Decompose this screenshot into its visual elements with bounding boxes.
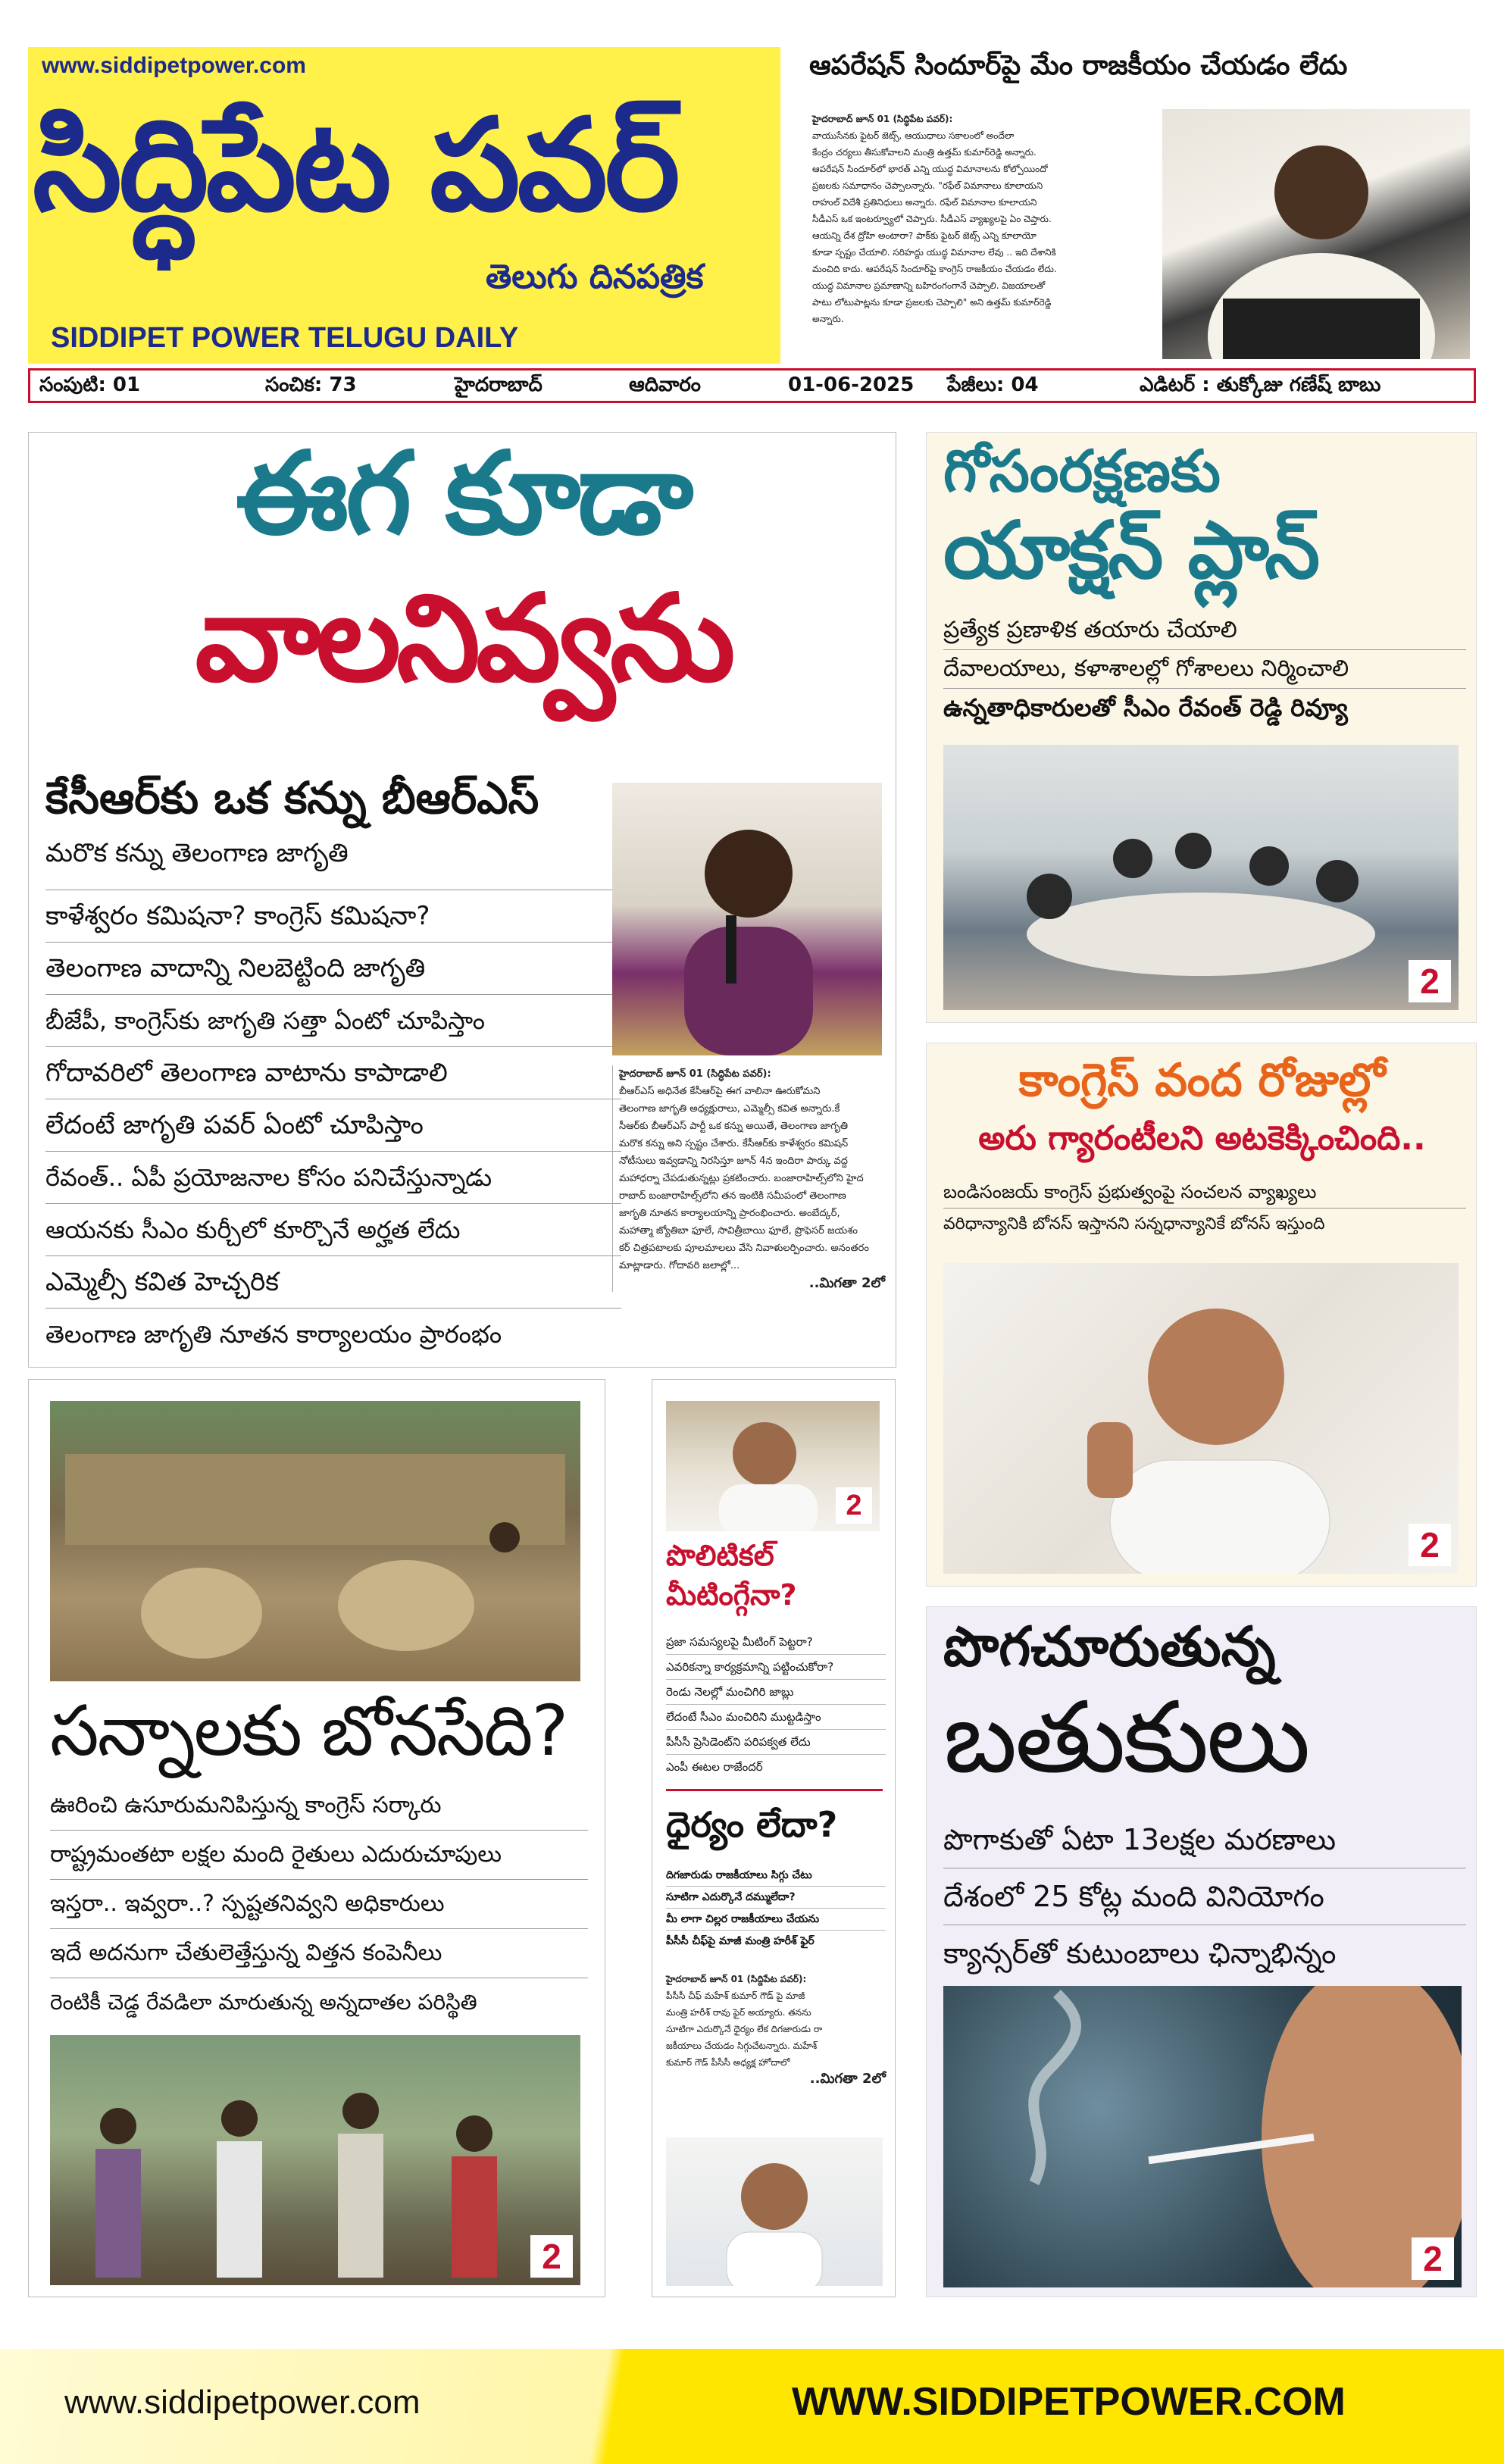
courage-headline: ధైర్యం లేదా? (666, 1804, 838, 1845)
tobacco-headline-line1: పొగచూరుతున్న (943, 1615, 1276, 1678)
lead-body-line: బీఆర్ఎస్ అధినేత కేసీఆర్‌పై ఈగ వాలినా ఊరుకోమని (619, 1086, 821, 1097)
courage-article (666, 1971, 886, 2087)
smoker-illustration (943, 1986, 1462, 2287)
top-story-line: ఆయన్ని దేశ ద్రోహి అంటారా? పాక్‌కు ఫైటర్ జెట్స్ ఎన్ని కూలాయో (812, 230, 1037, 241)
column-divider (666, 1789, 883, 1791)
lead-story (28, 428, 896, 1368)
congress-headline-line1: కాంగ్రెస్ వంద రోజుల్లో (1018, 1054, 1386, 1107)
bonus-photo-top (50, 1401, 580, 1681)
bonus-points (50, 1781, 588, 2027)
top-story-headline: ఆపరేషన్ సిందూర్‌పై మేం రాజకీయం చేయడం లేదు (809, 50, 1348, 81)
cow-page-ref[interactable]: 2 (1409, 960, 1451, 1002)
footer-url-right[interactable]: WWW.SIDDIPETPOWER.COM (792, 2380, 1346, 2424)
tobacco-points (943, 1812, 1466, 1981)
info-volume: సంపుటి: 01 (39, 374, 141, 396)
lead-article (612, 1065, 885, 1292)
lead-dateline: హైదరాబాద్ జూన్ 01 (సిద్ధిపేట పవర్): (619, 1068, 771, 1080)
speaker-silhouette (612, 783, 882, 1055)
top-story-line: ఆపరేషన్ సిందూర్‌లో భారత్ ఎన్ని యుద్ధ విమానాలను కోల్పోయిందో (812, 164, 1048, 174)
courage-body-line: కుమార్ గౌడ్ పీసీసీ అధ్యక్ష హోదాలో (666, 2057, 790, 2068)
top-story (790, 47, 1476, 364)
footer (0, 2349, 1504, 2464)
lead-point: బీజేపీ, కాంగ్రెస్‌కు జాగృతి సత్తా ఏంటో చూపిస్తాం (45, 995, 621, 1047)
top-story-line: కేంద్రం చర్యలు తీసుకోవాలని మంత్రి ఉత్తమ్ కుమార్‌రెడ్డి అన్నారు. (812, 147, 1037, 158)
lead-subheadline: కేసీఆర్‌కు ఒక కన్ను బీఆర్ఎస్ (45, 772, 539, 824)
tobacco-point: దేశంలో 25 కోట్ల మంది వినియోగం (943, 1868, 1466, 1925)
lead-body-line: కర్ చిత్రపటాలకు పూలమాలలు వేసి నివాళులర్పించారు. అనంతరం (619, 1243, 869, 1254)
cow-point: ఉన్నతాధికారులతో సీఎం రేవంత్ రెడ్డి రివ్యూ (943, 693, 1348, 722)
courage-point: మీ లాగా చిల్లర రాజకీయాలు చేయను (666, 1909, 886, 1931)
harish-silhouette (666, 2137, 883, 2286)
top-story-line: ప్రజలకు సమాధానం చెప్పాలన్నారు. "రఫేల్ విమానాలు కూలాయని (812, 180, 1043, 191)
congress-points (943, 1176, 1466, 1240)
lead-point: ఆయనకు సీఎం కుర్చీలో కూర్చొనే అర్హత లేదు (45, 1204, 621, 1256)
info-pages: పేజీలు: 04 (947, 374, 1039, 396)
lead-body-line: మహాధర్నా చేపడుతున్నట్లు ప్రకటించారు. బంజారాహిల్స్‌లోని హైద (619, 1173, 864, 1184)
congress-point: వరిధాన్యానికి బోనస్ ఇస్తానని సన్నధాన్యానికే బోనస్ ఇస్తుంది (943, 1215, 1325, 1234)
top-story-line: రాహుల్ విదేశీ ప్రతినిధులు అన్నారు. రఫేల్ విమానాల కూలాయని (812, 197, 1037, 208)
masthead-english-name: SIDDIPET POWER TELUGU DAILY (51, 322, 519, 354)
lead-point: రేవంత్.. ఏపీ ప్రయోజనాల కోసం పనిచేస్తున్నాడు (45, 1152, 621, 1204)
congress-story (926, 1043, 1477, 1587)
political-photo (666, 1401, 880, 1531)
masthead-url[interactable]: www.siddipetpower.com (42, 53, 306, 78)
info-city: హైదరాబాద్ (455, 374, 543, 396)
info-date: 01-06-2025 (788, 374, 915, 396)
top-story-line: పాటు లోటుపాట్లను కూడా ప్రజలకు చెప్పాలి" అని ఉత్తమ్ కుమార్‌రెడ్డి (812, 297, 1052, 308)
congress-point: బండిసంజయ్ కాంగ్రెస్ ప్రభుత్వంపై సంచలన వ్యాఖ్యలు (943, 1176, 1466, 1209)
info-issue: సంచిక: 73 (265, 374, 357, 396)
top-story-body (812, 111, 1132, 327)
cow-headline-line2: యాక్షన్ ప్లాన్ (943, 504, 1319, 596)
tobacco-point: క్యాన్సర్‌తో కుటుంబాలు ఛిన్నాభిన్నం (943, 1937, 1337, 1970)
lead-points (45, 838, 621, 1360)
bonus-point: ఇస్తరా.. ఇవ్వరా..? స్పష్టతనివ్వని అధికారులు (50, 1880, 588, 1929)
masthead (28, 47, 780, 364)
political-point: లేదంటే సీఎం మంచిరిని ముట్టడిస్తాం (666, 1705, 886, 1730)
masthead-title: సిద్ధిపేట పవర్ (33, 91, 677, 239)
lead-body-line: నోటీసులు ఇవ్వడాన్ని నిరసిస్తూ జూన్ 4న ఇందిరా పార్కు వద్ద (619, 1155, 848, 1167)
courage-body-line: జకీయాలు చేయడం సిగ్గుచేటన్నారు. మహేశ్ (666, 2040, 818, 2051)
political-points (666, 1630, 886, 1779)
bonus-page-ref[interactable]: 2 (530, 2235, 573, 2278)
tobacco-story (926, 1606, 1477, 2297)
top-story-line: మంచిది కాదు. ఆపరేషన్ సిందూర్‌పై కాంగ్రెస్ రాజకీయం చేయడం లేదు. (812, 264, 1057, 274)
tobacco-photo (943, 1986, 1462, 2287)
lead-point: లేదంటే జాగృతి పవర్ ఏంటో చూపిస్తాం (45, 1099, 621, 1152)
officials-illustration (50, 2035, 580, 2285)
courage-point: సూటిగా ఎదుర్కొనే దమ్ములేదా? (666, 1887, 886, 1909)
lead-body-line: మహాత్మా జ్యోతిబా ఫూలే, సావిత్రీబాయి ఫూలే, ప్రొఫెసర్ జయశం (619, 1225, 858, 1237)
top-story-line: కూడా స్పష్టం చేయాలి. సరిహద్దు యుద్ధ విమానాల లేవు .. ఇది దేశానికి (812, 247, 1056, 258)
top-story-line: అన్నారు. (812, 314, 844, 324)
cow-points (943, 611, 1466, 727)
political-headline-line1: పొలిటికల్ (666, 1539, 774, 1572)
bonus-story (28, 1379, 605, 2297)
footer-url-left[interactable]: www.siddipetpower.com (64, 2384, 421, 2421)
lead-continued[interactable]: ..మిగతా 2లో (808, 1275, 885, 1291)
tobacco-point: పొగాకుతో ఏటా 13లక్షల మరణాలు (943, 1812, 1466, 1868)
congress-photo (943, 1263, 1459, 1574)
info-bar (28, 368, 1476, 403)
bonus-point: రెంటికీ చెడ్డ రేవడిలా మారుతున్న అన్నదాతల పరిస్థితి (50, 1990, 477, 2015)
top-story-dateline: హైదరాబాద్ జూన్ 01 (సిద్ధిపేట పవర్): (812, 114, 953, 124)
top-story-line: వాయుసేనకు ఫైటర్ జెట్స్, ఆయుధాలు సకాలంలో అందేలా (812, 130, 1015, 141)
leader-silhouette (943, 1263, 1459, 1574)
lead-point: మరొక కన్ను తెలంగాణ జాగృతి (45, 838, 621, 890)
political-point: రెండు నెలల్లో మంచిగిరి జాబ్లు (666, 1680, 886, 1705)
courage-point: పీసీసీ చీఫ్‌పై మాజీ మంత్రి హరీశ్ ఫైర్ (666, 1935, 815, 1947)
cow-point: ప్రత్యేక ప్రణాళిక తయారు చేయాలి (943, 611, 1466, 650)
bonus-headline: సన్నాలకు బోనసేది? (50, 1690, 568, 1771)
lead-point: తెలంగాణ వాదాన్ని నిలబెట్టింది జాగృతి (45, 943, 621, 995)
political-point: ఎంపీ ఈటల రాజేందర్ (666, 1760, 763, 1774)
bonus-point: ఊరించి ఉసూరుమనిపిస్తున్న కాంగ్రెస్ సర్కారు (50, 1781, 588, 1831)
courage-body-line: మంత్రి హరీశ్ రావు ఫైర్ అయ్యారు. తనను (666, 2007, 811, 2018)
courage-body-line: పీసీసీ చీఫ్ మహేశ్ కుమార్ గౌడ్ పై మాజీ (666, 1990, 805, 2001)
political-point: ప్రజా సమస్యలపై మీటింగ్ పెట్టరా? (666, 1630, 886, 1655)
political-headline-line2: మీటింగ్గేనా? (666, 1578, 797, 1612)
courage-body-line: సూటిగా ఎదుర్కొనే ధైర్యం లేక దిగజారుడు రా (666, 2024, 823, 2034)
lead-point: కాళేశ్వరం కమిషనా? కాంగ్రెస్ కమిషనా? (45, 890, 621, 943)
cow-story (926, 432, 1477, 1023)
lead-body-line: తెలంగాణ జాగృతి అధ్యక్షురాలు, ఎమ్మెల్సీ కవిత అన్నారు.కే (619, 1103, 840, 1115)
political-point: పీసీసీ ప్రెసిడెంట్‌ని పరిపక్వత లేదు (666, 1730, 886, 1755)
courage-dateline: హైదరాబాద్ జూన్ 01 (సిద్దిపేట పవర్): (666, 1974, 807, 1984)
cow-headline-line1: గోసంరక్షణకు (943, 437, 1221, 505)
courage-photo (666, 2137, 883, 2286)
tobacco-headline-line2: బతుకులు (943, 1680, 1309, 1795)
lead-body-line: మరొక కన్ను అని స్పష్టం చేశారు. కేసీఆర్‌కు కాళేశ్వరం కమిషన్ (619, 1138, 849, 1149)
cow-photo (943, 745, 1459, 1010)
top-story-photo (1162, 109, 1470, 359)
info-editor: ఎడిటర్ : తుక్కోజు గణేష్ బాబు (1140, 374, 1381, 396)
lead-point: గోదావరిలో తెలంగాణ వాటాను కాపాడాలి (45, 1047, 621, 1099)
meeting-illustration (943, 745, 1459, 1010)
lead-point: తెలంగాణ జాగృతి నూతన కార్యాలయం ప్రారంభం (45, 1320, 502, 1349)
cow-point: దేవాలయాలు, కళాశాలల్లో గోశాలలు నిర్మించాలి (943, 650, 1466, 689)
lead-body-line: జాగృతి నూతన కార్యాలయాన్ని ప్రారంభించారు. అంబేద్కర్, (619, 1208, 840, 1219)
congress-headline-line2: అరు గ్యారంటీలని అటకెక్కించింది.. (978, 1119, 1426, 1158)
bonus-point: ఇదే అదనుగా చేతులెత్తేస్తున్న విత్తన కంపెనీలు (50, 1929, 588, 1978)
courage-points (666, 1865, 886, 1952)
tobacco-page-ref[interactable]: 2 (1412, 2237, 1454, 2280)
congress-page-ref[interactable]: 2 (1409, 1524, 1451, 1566)
bonus-photo-bottom (50, 2035, 580, 2285)
lead-photo (612, 783, 882, 1055)
lead-headline-line1: ఈగ కూడా (235, 428, 691, 560)
courage-continued[interactable]: ..మిగతా 2లో (809, 2071, 886, 2087)
lead-body-line: మాట్లాడారు. గోదావరి జలాల్లో... (619, 1260, 740, 1271)
middle-column (652, 1379, 896, 2297)
portrait-silhouette (1162, 109, 1470, 359)
political-page-ref[interactable]: 2 (836, 1487, 872, 1524)
lead-body-line: సీఆర్‌కు బీఆర్ఎస్ పార్టీ ఒక కన్ను అయితే, తెలంగాణ జాగృతి (619, 1121, 849, 1132)
courage-point: దిగజారుడు రాజకీయాలు సిగ్గు చేటు (666, 1865, 886, 1887)
lead-body-line: రాబాద్ బంజారాహిల్స్‌లోని తన ఇంటికి సమీపంలో తెలంగాణ (619, 1190, 846, 1202)
top-story-line: సీడీఎస్ ఒక ఇంటర్వ్యూలో చెప్పారు. సీడీఎస్ వ్యాఖ్యలపై ఏం చెప్తారు. (812, 214, 1052, 224)
lead-headline-line2: వాలనివ్వను (195, 569, 731, 708)
lead-point: ఎమ్మెల్సీ కవిత హెచ్చరిక (45, 1256, 621, 1309)
top-story-line: యుద్ధ విమానాల ప్రమాణాన్ని బహిరంగంగానే చెప్పాలి. విజయాలతో (812, 280, 1046, 291)
info-day: ఆదివారం (629, 374, 701, 396)
masthead-subtitle: తెలుగు దినపత్రిక (486, 258, 704, 296)
bonus-point: రాష్ట్రమంతటా లక్షల మంది రైతులు ఎదురుచూపులు (50, 1831, 588, 1880)
farmers-illustration (50, 1401, 580, 1681)
political-point: ఎవరికన్నా కార్యక్రమాన్ని పట్టించుకోరా? (666, 1655, 886, 1680)
